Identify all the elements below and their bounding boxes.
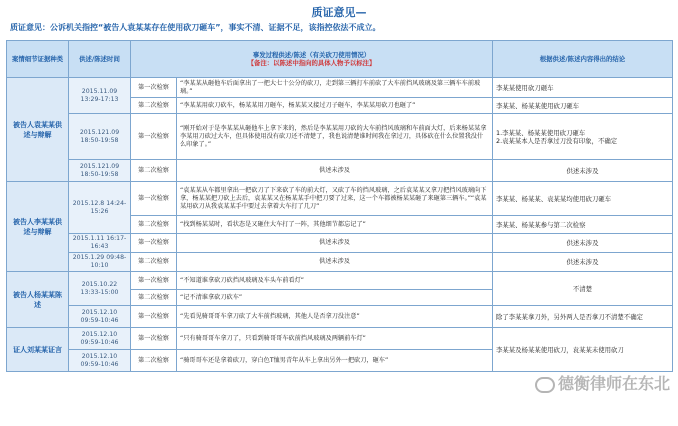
group-label: 被告人袁某某供述与辩解: [7, 78, 69, 182]
row-time: 2015.121.09 18:50-19:58: [69, 114, 131, 160]
row-description: 供述未涉及: [177, 253, 493, 272]
summary-prefix: 质证意见：: [10, 23, 50, 32]
row-session: 第二次检察: [131, 350, 177, 372]
wechat-icon: [535, 377, 555, 393]
group-label: 证人刘某某证言: [7, 328, 69, 372]
group-label: 被告人李某某供述与辩解: [7, 182, 69, 272]
row-time: 2015.12.10 09:59-10:46: [69, 350, 131, 372]
row-description: “不知道谁拿砍刀砍挡风玻璃及车头车前看灯”: [177, 272, 493, 290]
row-conclusion: 供述未涉及: [493, 160, 673, 182]
watermark: [535, 371, 670, 394]
row-session: 第一次检察: [131, 328, 177, 350]
header-conclusion: 根据供述/陈述内容得出的结论: [493, 41, 673, 78]
table-row: [7, 306, 673, 328]
row-description: “骑哥哥车还是拿着砍刀，穿白色T恤男青年从车上拿出另外一把砍刀，砸车”: [177, 350, 493, 372]
table-row: [7, 272, 673, 290]
table-row: [7, 182, 673, 216]
row-time: 2015.1.29 09:48-10:10: [69, 253, 131, 272]
row-session: 第二次检察: [131, 160, 177, 182]
row-conclusion: 李某某及杨某某使用砍刀，袁某某未使用砍刀: [493, 328, 673, 372]
table-row: [7, 234, 673, 253]
table-header-row: [7, 41, 673, 78]
row-session: 第二次检察: [131, 98, 177, 114]
row-conclusion: 除了李某某拿刀外，另外两人是否拿刀不清楚不确定: [493, 306, 673, 328]
row-time: 2015.10.22 13:33-15:00: [69, 272, 131, 306]
summary-text: 公诉机关指控“被告人袁某某存在使用砍刀砸车”，事实不清、证据不足，该指控依法不成立。: [50, 23, 381, 32]
row-session: 第二次检察: [131, 290, 177, 306]
row-description: “先看见骑哥哥车拿刀砍了大车前挡玻璃，其他人是否拿刀没注意”: [177, 306, 493, 328]
row-conclusion: 李某某使用砍刀砸车: [493, 78, 673, 98]
row-session: 第一次检察: [131, 114, 177, 160]
header-time: 供述/陈述时间: [69, 41, 131, 78]
row-description: “记不清谁拿砍刀砍车”: [177, 290, 493, 306]
row-conclusion: 供述未涉及: [493, 234, 673, 253]
row-session: 第二次检察: [131, 253, 177, 272]
header-description-note: 【备注：以陈述中指向的具体人物予以标注】: [247, 59, 376, 67]
header-description-line1: 事发过程供述/陈述（有关砍刀使用情况）: [252, 51, 371, 59]
row-time: 2015.1.11 16:17-16:43: [69, 234, 131, 253]
group-label: 被告人杨某某陈述: [7, 272, 69, 328]
table-row: [7, 78, 673, 98]
row-time: 2015.12.8 14:24-15:26: [69, 182, 131, 234]
row-session: 第一次检察: [131, 272, 177, 290]
table-row: [7, 160, 673, 182]
row-description: “找到杨某某时，看状态是又砸住大车打了一阵，其他细节都忘记了”: [177, 216, 493, 234]
row-conclusion: 李某某、杨某某使用砍刀砸车: [493, 98, 673, 114]
row-description: “李某某用砍刀砍车，杨某某用刀砸车，杨某某又接过刀子砸车，李某某用砍刀也砸了”: [177, 98, 493, 114]
row-session: 第一次检察: [131, 234, 177, 253]
table-row: [7, 328, 673, 350]
row-description: “刚开始对于是李某某从砸他车上拿下来的，然后是李某某用刀砍的大车前挡风玻璃和车前面大灯，后来杨某某拿李某用刀砍过大车，但具体使用没有砍刀还不清楚了，我也说清楚谁时间我在拿过刀，具体砍在什么位置我没什么印象了。”: [177, 114, 493, 160]
row-time: 2015.12.10 09:59-10:46: [69, 328, 131, 350]
watermark-text: 德衡律师在东北: [557, 374, 670, 393]
summary-line: [10, 20, 670, 36]
row-session: 第一次检察: [131, 182, 177, 216]
header-category: 案情细节证据种类: [7, 41, 69, 78]
row-description: 供述未涉及: [177, 160, 493, 182]
evidence-table: [6, 40, 673, 372]
row-description: 供述未涉及: [177, 234, 493, 253]
row-time: 2015.12.10 09:59-10:46: [69, 306, 131, 328]
table-row: [7, 253, 673, 272]
row-session: 第一次检察: [131, 306, 177, 328]
header-description: [131, 41, 493, 78]
row-time: 2015.121.09 18:50-19:58: [69, 160, 131, 182]
page-title: 质证意见—: [311, 6, 367, 19]
row-conclusion: 李某某、杨某某参与第二次检察: [493, 216, 673, 234]
row-description: “李某某从砸他车后面拿出了一把大七十公分的砍刀，走到第三辆打车前砍了大车前挡风玻璃及第三辆车车前玻璃。”: [177, 78, 493, 98]
row-conclusion: 李某某、杨某某、袁某某均使用砍刀砸车: [493, 182, 673, 216]
row-conclusion: 供述未涉及: [493, 253, 673, 272]
row-session: 第二次检察: [131, 216, 177, 234]
row-description: “袁某某从车都里拿出一把砍刀了下来砍了车的前大灯，又砍了车的挡风玻璃，之后袁某某又拿刀把挡风玻璃向下拿，杨某某把刀砍上去后，袁某某又在杨某某手中把刀要了过来，这一个车都被杨某某砸了来砸第三辆车。”“袁某某用砍刀从我袁某某手中要过去拿着大车打了几刀”: [177, 182, 493, 216]
row-session: 第一次检察: [131, 78, 177, 98]
row-time: 2015.11.09 13:29-17:13: [69, 78, 131, 114]
row-conclusion: 不清楚: [493, 272, 673, 306]
row-description: “只有骑哥哥车拿刀了，只看到骑哥哥车砍前挡风玻璃及两辆前车灯”: [177, 328, 493, 350]
table-row: [7, 114, 673, 160]
row-conclusion: 1.李某某、杨某某使用砍刀砸车 2.袁某某本人是否拿过刀没有印象，不确定: [493, 114, 673, 160]
